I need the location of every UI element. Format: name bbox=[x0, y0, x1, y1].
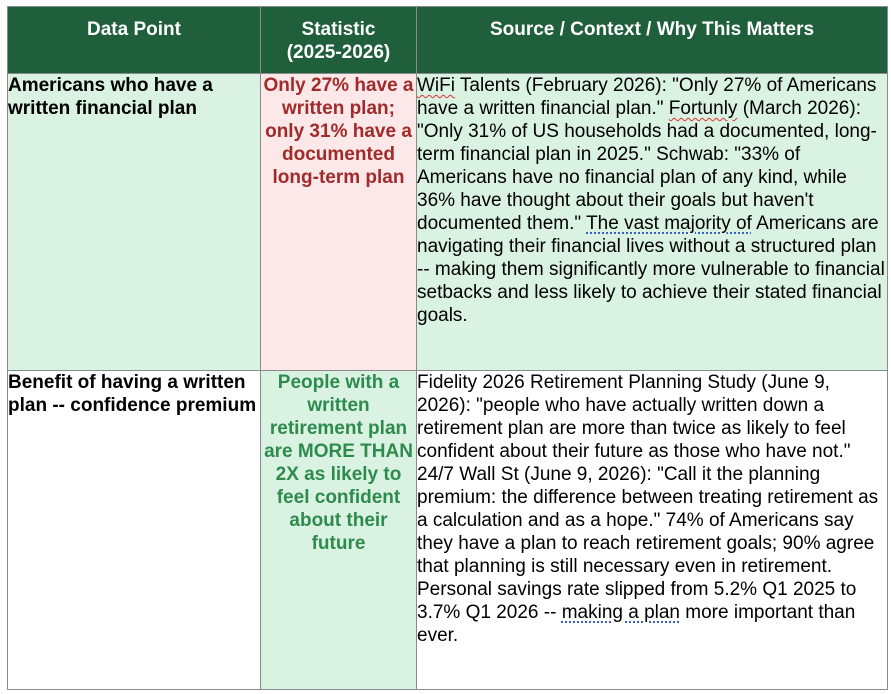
grammar-flag: The vast majority of bbox=[586, 213, 752, 234]
statistic-cell: Only 27% have a written plan; only 31% have a documented long-term plan bbox=[261, 74, 417, 371]
header-context-label: Source / Context / Why This Matters bbox=[489, 19, 815, 40]
context-text: (March 2026): "Only 31% of US households had a documented, long-term financial plan in 2025." Schwab: "33% of Americans have no financial plan of any kind, while 36% have thought about their goals but haven't documented them." bbox=[417, 98, 877, 234]
header-data-point-label: Data Point bbox=[87, 19, 181, 40]
table-row bbox=[8, 74, 888, 371]
context-text: Americans are navigating their financial lives without a structured plan -- making them significantly more vulnerable to financial setbacks and less likely to achieve their stated financial goals. bbox=[417, 213, 885, 326]
statistic-cell: People with a written retirement plan are MORE THAN 2X as likely to feel confident about their future bbox=[261, 371, 417, 690]
data-point-cell: Americans who have a written financial plan bbox=[8, 74, 261, 371]
statistics-table bbox=[7, 6, 888, 690]
header-context bbox=[417, 7, 888, 74]
header-statistic-label bbox=[261, 7, 416, 64]
context-text: Talents (February 2026): "Only 27% of Americans have a written financial plan." bbox=[417, 75, 877, 119]
table-row bbox=[8, 371, 888, 690]
header-statistic bbox=[261, 7, 417, 74]
grammar-flag: making a plan bbox=[561, 602, 680, 623]
spell-flag-fortunly: Fortunly bbox=[668, 98, 738, 119]
header-data-point bbox=[8, 7, 261, 74]
context-cell bbox=[417, 371, 888, 690]
header-row bbox=[8, 7, 888, 74]
context-cell bbox=[417, 74, 888, 371]
header-statistic-line2: (2025-2026) bbox=[286, 42, 391, 63]
context-text: more important than ever. bbox=[417, 602, 856, 646]
data-point-cell: Benefit of having a written plan -- confidence premium bbox=[8, 371, 261, 690]
spell-flag-wifi: WiFi bbox=[417, 75, 455, 96]
context-text: Fidelity 2026 Retirement Planning Study (June 9, 2026): "people who have actually written down a retirement plan are more than twice as likely to feel confident about their future as those who have not." 24/7 Wall St (June 9, 2026): "Call it the planning premium: the difference between treating retirement as a calculation and as a hope." 74% of Americans say they have a plan to reach retirement goals; 90% agree that planning is still necessary even in retirement. Personal savings rate slipped from 5.2% Q1 2025 to 3.7% Q1 2026 -- bbox=[417, 372, 879, 623]
header-statistic-line1: Statistic bbox=[301, 19, 376, 40]
